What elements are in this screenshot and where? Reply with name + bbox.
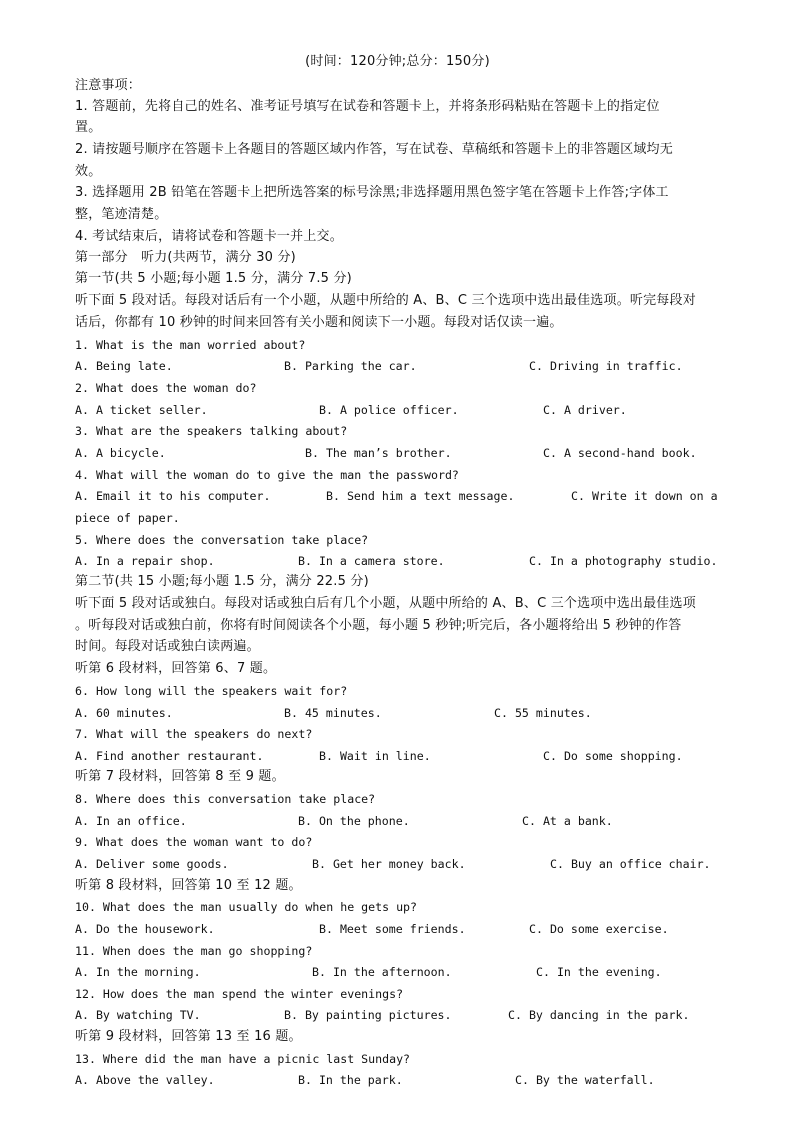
notes-title: 注意事项： — [75, 78, 142, 93]
option-b: B. On the phone. — [298, 814, 410, 828]
question-stem: 10. What does the man usually do when he gets up? — [75, 900, 418, 914]
option-c: C. Driving in traffic. — [529, 359, 683, 373]
question-stem: 11. When does the man go shopping? — [75, 944, 313, 958]
option-a: A. In a repair shop. — [75, 554, 215, 568]
material-9-heading: 听第 9 段材料，回答第 13 至 16 题。 — [75, 1029, 302, 1044]
option-a: A. Deliver some goods. — [75, 857, 229, 871]
option-b: B. A police officer. — [319, 403, 459, 417]
section2-instruction: 听下面 5 段对话或独白。每段对话或独白后有几个小题，从题中所给的 A、B、C 三个选项中选出最佳选项 — [75, 596, 696, 611]
option-a: A. Find another restaurant. — [75, 749, 264, 763]
note-line: 4. 考试结束后，请将试卷和答题卡一并上交。 — [75, 229, 343, 244]
option-c: C. By the waterfall. — [515, 1073, 655, 1087]
option-c: C. By dancing in the park. — [508, 1008, 690, 1022]
option-a: A. Email it to his computer. — [75, 489, 271, 503]
option-b: B. Get her money back. — [312, 857, 466, 871]
option-c: C. In the evening. — [536, 965, 662, 979]
option-b: B. In a camera store. — [298, 554, 445, 568]
question-stem: 8. Where does this conversation take place? — [75, 792, 376, 806]
material-7-heading: 听第 7 段材料，回答第 8 至 9 题。 — [75, 769, 285, 784]
option-a: A. Being late. — [75, 359, 173, 373]
material-8-heading: 听第 8 段材料，回答第 10 至 12 题。 — [75, 878, 302, 893]
option-c: C. Buy an office chair. — [550, 857, 711, 871]
option-c: C. At a bank. — [522, 814, 613, 828]
option-a: A. A bicycle. — [75, 446, 166, 460]
section2-title: 第二节(共 15 小题;每小题 1.5 分，满分 22.5 分) — [75, 574, 369, 589]
option-b: B. In the afternoon. — [312, 965, 452, 979]
question-stem: 12. How does the man spend the winter evenings? — [75, 987, 404, 1001]
note-line: 3. 选择题用 2B 铅笔在答题卡上把所选答案的标号涂黑;非选择题用黑色签字笔在答题卡上作答;字体工 — [75, 185, 669, 200]
option-c: C. In a photography studio. — [529, 554, 718, 568]
note-line: 效。 — [75, 164, 102, 179]
option-b: B. Wait in line. — [319, 749, 431, 763]
section1-instruction: 听下面 5 段对话。每段对话后有一个小题，从题中所给的 A、B、C 三个选项中选出最佳选项。听完每段对 — [75, 293, 696, 308]
option-c: C. 55 minutes. — [494, 706, 592, 720]
question-stem: 1. What is the man worried about? — [75, 338, 306, 352]
section2-instruction: 时间。每段对话或独白读两遍。 — [75, 639, 260, 654]
part1-title: 第一部分 听力(共两节，满分 30 分) — [75, 250, 296, 265]
section1-instruction: 话后，你都有 10 秒钟的时间来回答有关小题和阅读下一小题。每段对话仅读一遍。 — [75, 315, 563, 330]
option-c: C. A second-hand book. — [543, 446, 697, 460]
question-stem: 13. Where did the man have a picnic last Sunday? — [75, 1052, 411, 1066]
option-b: B. Meet some friends. — [319, 922, 466, 936]
option-c: C. Do some shopping. — [543, 749, 683, 763]
question-stem: 5. Where does the conversation take place? — [75, 533, 369, 547]
option-a: A. In the morning. — [75, 965, 201, 979]
option-c: C. A driver. — [543, 403, 627, 417]
question-stem: 3. What are the speakers talking about? — [75, 424, 348, 438]
question-stem: 2. What does the woman do? — [75, 381, 257, 395]
time-total-header: (时间：120分钟;总分：150分) — [305, 54, 490, 69]
option-b: B. Parking the car. — [284, 359, 417, 373]
option-a: A. 60 minutes. — [75, 706, 173, 720]
option-c: C. Write it down on a — [571, 489, 718, 503]
section2-instruction: 。听每段对话或独白前，你将有时间阅读各个小题，每小题 5 秒钟;听完后，各小题将给出 5 秒钟的作答 — [75, 618, 682, 633]
section1-title: 第一节(共 5 小题;每小题 1.5 分，满分 7.5 分) — [75, 271, 352, 286]
note-line: 2. 请按题号顺序在答题卡上各题目的答题区域内作答，写在试卷、草稿纸和答题卡上的非答题区域均无 — [75, 142, 673, 157]
option-c: C. Do some exercise. — [529, 922, 669, 936]
option-c-continued: piece of paper. — [75, 511, 180, 525]
option-a: A. Above the valley. — [75, 1073, 215, 1087]
note-line: 整，笔迹清楚。 — [75, 207, 168, 222]
note-line: 置。 — [75, 120, 102, 135]
question-stem: 9. What does the woman want to do? — [75, 835, 313, 849]
note-line: 1. 答题前，先将自己的姓名、准考证号填写在试卷和答题卡上，并将条形码粘贴在答题卡上的指定位 — [75, 99, 660, 114]
option-a: A. Do the housework. — [75, 922, 215, 936]
question-stem: 7. What will the speakers do next? — [75, 727, 313, 741]
option-b: B. Send him a text message. — [326, 489, 515, 503]
option-a: A. A ticket seller. — [75, 403, 208, 417]
material-6-heading: 听第 6 段材料，回答第 6、7 题。 — [75, 661, 277, 676]
option-a: A. In an office. — [75, 814, 187, 828]
option-a: A. By watching TV. — [75, 1008, 201, 1022]
option-b: B. The man’s brother. — [305, 446, 452, 460]
option-b: B. In the park. — [298, 1073, 403, 1087]
option-b: B. By painting pictures. — [284, 1008, 452, 1022]
option-b: B. 45 minutes. — [284, 706, 382, 720]
question-stem: 6. How long will the speakers wait for? — [75, 684, 348, 698]
question-stem: 4. What will the woman do to give the man the password? — [75, 468, 459, 482]
